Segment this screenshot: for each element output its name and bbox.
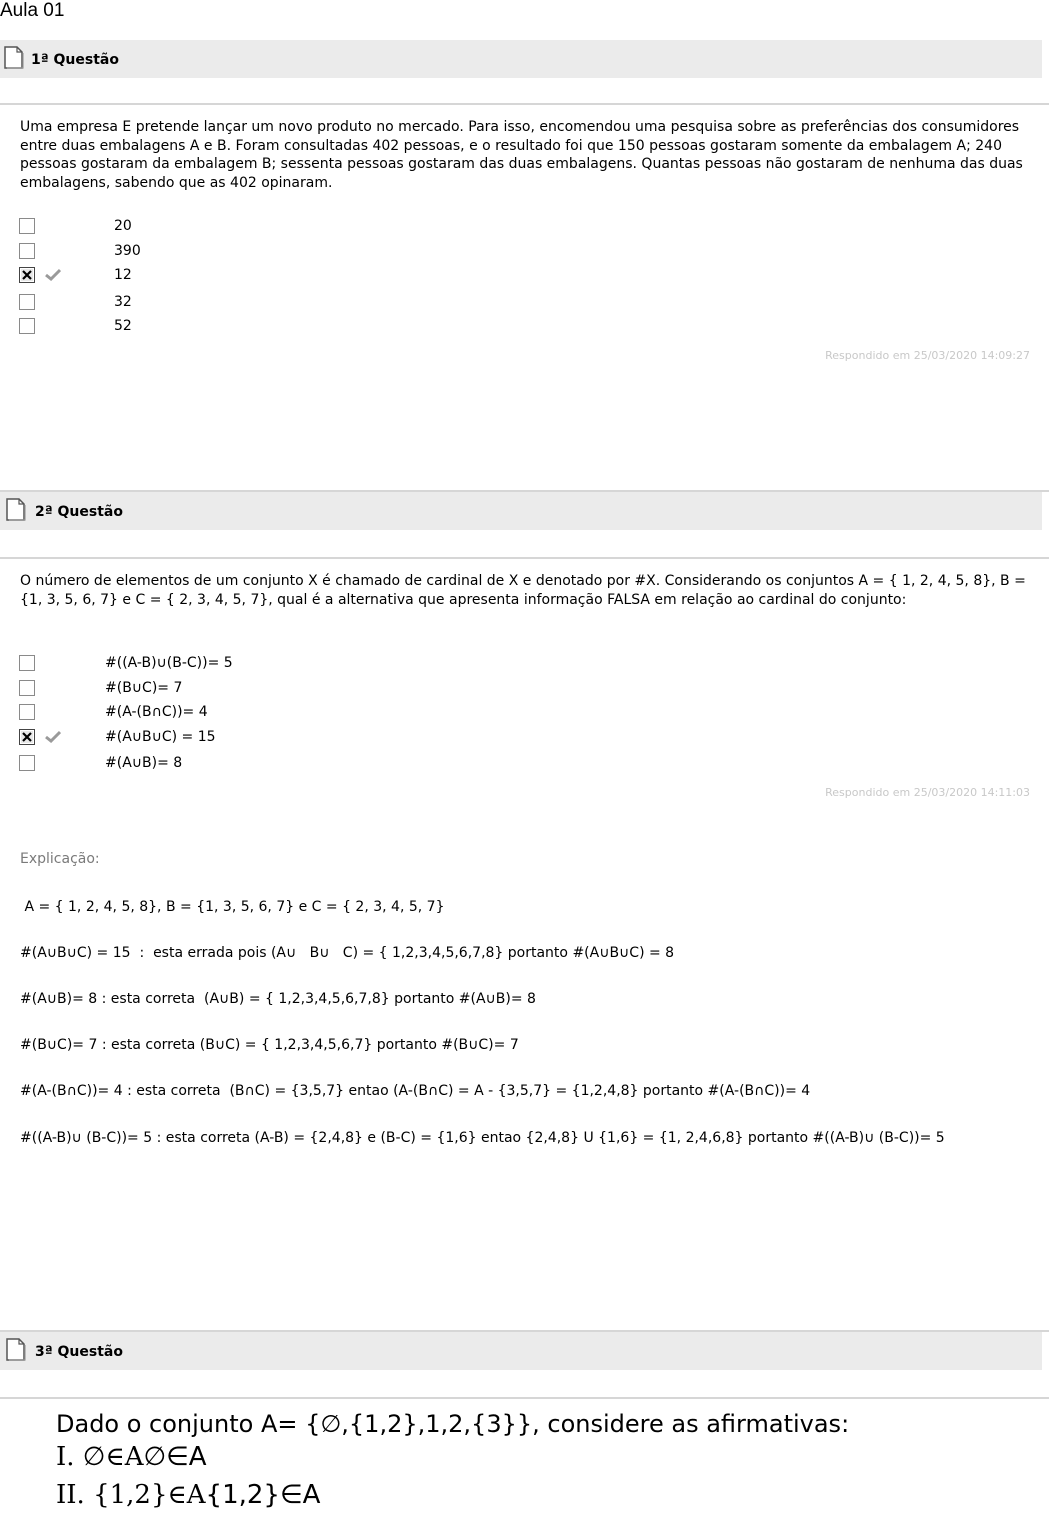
question-2-options	[19, 654, 419, 779]
explanation-line: #(B∪C)= 7 : esta correta (B∪C) = { 1,2,3,4,5,6,7} portanto #(B∪C)= 7	[20, 1037, 519, 1053]
option-row[interactable]	[19, 317, 419, 342]
option-label: #(A-(B∩C))= 4	[105, 704, 208, 720]
question-1-header	[0, 40, 1042, 78]
divider	[0, 557, 1049, 559]
option-row[interactable]	[19, 728, 419, 753]
question-3-title: 3ª Questão	[35, 1344, 123, 1360]
option-checkbox[interactable]	[19, 294, 35, 310]
divider	[0, 103, 1049, 105]
option-label: #(A∪B)= 8	[105, 755, 183, 771]
question-2-header	[0, 492, 1042, 530]
option-checkbox[interactable]	[19, 655, 35, 671]
option-row[interactable]	[19, 293, 419, 318]
answered-timestamp: Respondido em 25/03/2020 14:09:27	[825, 349, 1030, 362]
option-label: 390	[114, 242, 141, 259]
document-icon	[6, 498, 26, 522]
option-row[interactable]	[19, 703, 419, 728]
option-label: #(A∪B∪C) = 15	[105, 728, 216, 745]
option-row[interactable]	[19, 266, 419, 291]
answered-timestamp: Respondido em 25/03/2020 14:11:03	[825, 786, 1030, 799]
explanation-line: #(A-(B∩C))= 4 : esta correta (B∩C) = {3,5,7} entao (A-(B∩C) = A - {3,5,7} = {1,2,4,8} portanto #(A-(B∩C))= 4	[20, 1083, 811, 1099]
option-row[interactable]	[19, 654, 419, 679]
question-3-text: Dado o conjunto A= {∅,{1,2},1,2,{3}}, considere as afirmativas:	[56, 1410, 850, 1438]
option-label: 12	[114, 267, 132, 283]
explanation-line: #(A∪B∪C) = 15 : esta errada pois (A∪ B∪ C) = { 1,2,3,4,5,6,7,8} portanto #(A∪B∪C) = 8	[20, 945, 675, 961]
question-1-options	[19, 217, 419, 342]
option-checkbox[interactable]	[19, 704, 35, 720]
document-icon	[4, 46, 24, 70]
statement-2	[56, 1480, 320, 1510]
option-label: 52	[114, 318, 132, 334]
document-icon	[6, 1338, 26, 1362]
statement-1-sans: ∅∈A	[143, 1442, 207, 1472]
correct-check-icon	[45, 730, 61, 743]
option-checkbox[interactable]	[19, 218, 35, 234]
option-checkbox[interactable]	[19, 318, 35, 334]
option-label: 20	[114, 218, 132, 234]
page-title: Aula 01	[0, 0, 65, 21]
question-2-text: O número de elementos de um conjunto X é chamado de cardinal de X e denotado por #X. Considerando os conjuntos A = { 1, 2, 4, 5, 8}, B = {1, 3, 5, 6, 7} e C = { 2, 3, 4, 5, 7}, qual é a alternativa que apresenta informação FALSA em relação ao cardinal do conjunto:	[20, 573, 1026, 608]
option-checkbox-checked[interactable]	[19, 267, 35, 283]
explanation-line: A = { 1, 2, 4, 5, 8}, B = {1, 3, 5, 6, 7} e C = { 2, 3, 4, 5, 7}	[20, 899, 445, 915]
divider	[0, 1397, 1049, 1399]
explanation-line: #(A∪B)= 8 : esta correta (A∪B) = { 1,2,3,4,5,6,7,8} portanto #(A∪B)= 8	[20, 991, 536, 1007]
option-checkbox[interactable]	[19, 243, 35, 259]
x-mark-icon	[21, 731, 33, 743]
option-row[interactable]	[19, 679, 419, 704]
statement-2-serif: II. {1,2}∈A	[56, 1480, 206, 1510]
option-checkbox[interactable]	[19, 755, 35, 771]
explanation-label: Explicação:	[20, 851, 100, 867]
option-checkbox-checked[interactable]	[19, 729, 35, 745]
option-row[interactable]	[19, 217, 419, 242]
option-label: #(B∪C)= 7	[105, 679, 183, 696]
x-mark-icon	[21, 269, 33, 281]
option-row[interactable]	[19, 754, 419, 779]
option-label: 32	[114, 293, 132, 310]
question-1-title: 1ª Questão	[31, 52, 119, 68]
question-3-header	[0, 1332, 1042, 1370]
option-label: #((A-B)∪(B-C))= 5	[105, 655, 233, 671]
statement-1-serif: I. ∅∈A	[56, 1442, 144, 1472]
explanation-line: #((A-B)∪ (B-C))= 5 : esta correta (A-B) = {2,4,8} e (B-C) = {1,6} entao {2,4,8} U {1,6} = {1, 2,4,6,8} portanto #((A-B)∪ (B-C))= 5	[20, 1130, 945, 1146]
statement-1	[56, 1442, 207, 1472]
statement-2-sans: {1,2}∈A	[205, 1480, 321, 1510]
correct-check-icon	[45, 268, 61, 281]
question-2-title: 2ª Questão	[35, 504, 123, 520]
question-1-text: Uma empresa E pretende lançar um novo produto no mercado. Para isso, encomendou uma pesquisa sobre as preferências dos consumidores entre duas embalagens A e B. Foram consultadas 402 pessoas, e o resultado foi que 150 pessoas gostaram somente da embalagem A; 240 pessoas gostaram da embalagem B; sessenta pessoas gostaram das duas embalagens. Quantas pessoas não gostaram de nenhuma das duas embalagens, sabendo que as 402 opinaram.	[20, 119, 1023, 191]
option-row[interactable]	[19, 242, 419, 267]
option-checkbox[interactable]	[19, 680, 35, 696]
